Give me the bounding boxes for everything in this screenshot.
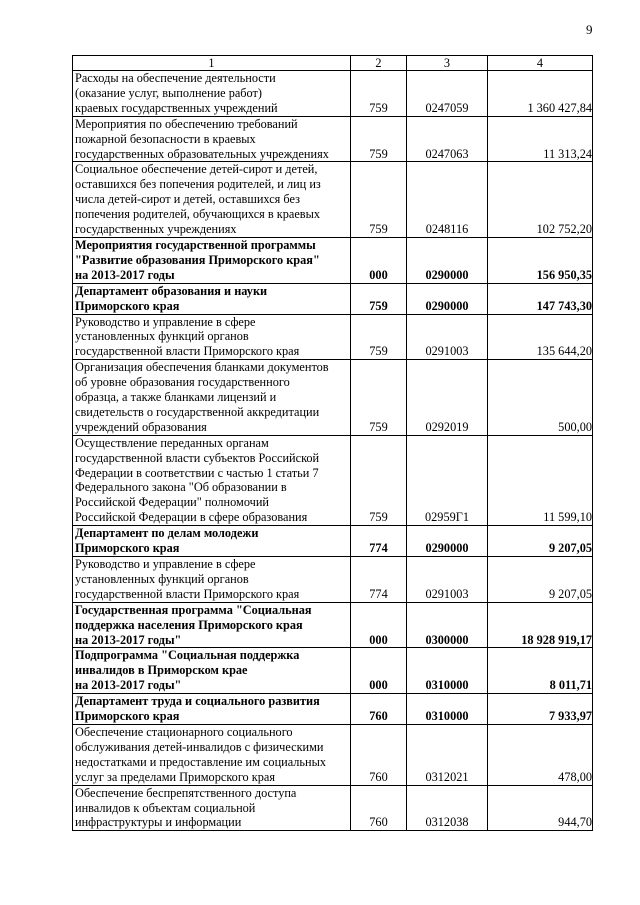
row-department-code-cell: 760 xyxy=(351,785,407,831)
row-name-cell: Организация обеспечения бланками документов об уровне образования государственного образца, а также бланками лицензий и свидетельств о государственной аккредитации учреждений образования xyxy=(73,360,351,436)
row-department-code-cell: 000 xyxy=(351,648,407,694)
row-department-code-cell: 774 xyxy=(351,526,407,557)
table-row xyxy=(73,237,593,283)
column-header-3: 3 xyxy=(407,56,488,71)
row-amount-cell: 135 644,20 xyxy=(488,314,593,360)
table-row xyxy=(73,724,593,785)
row-target-article-cell: 0291003 xyxy=(407,557,488,603)
column-header-1: 1 xyxy=(73,56,351,71)
row-department-code-cell: 000 xyxy=(351,602,407,648)
row-target-article-cell: 0310000 xyxy=(407,694,488,725)
row-department-code-cell: 759 xyxy=(351,162,407,238)
row-department-code-cell: 774 xyxy=(351,557,407,603)
row-department-code-cell: 000 xyxy=(351,237,407,283)
table-row xyxy=(73,602,593,648)
table-row xyxy=(73,694,593,725)
table-row xyxy=(73,648,593,694)
row-target-article-cell: 02959Г1 xyxy=(407,435,488,525)
row-name-cell: Департамент труда и социального развития Приморского края xyxy=(73,694,351,725)
row-name-cell: Департамент образования и науки Приморского края xyxy=(73,283,351,314)
row-name-cell: Социальное обеспечение детей-сирот и детей, оставшихся без попечения родителей, и лиц из числа детей-сирот и детей, оставшихся без попечения родителей, обучающихся в краевых государственных учреждениях xyxy=(73,162,351,238)
row-name-cell: Государственная программа "Социальная поддержка населения Приморского края на 2013-2017 годы" xyxy=(73,602,351,648)
row-amount-cell: 1 360 427,84 xyxy=(488,71,593,117)
header-row xyxy=(73,56,593,71)
row-amount-cell: 9 207,05 xyxy=(488,526,593,557)
row-department-code-cell: 759 xyxy=(351,116,407,162)
row-name-cell: Руководство и управление в сфере установленных функций органов государственной власти Приморского края xyxy=(73,314,351,360)
table-row xyxy=(73,116,593,162)
row-amount-cell: 11 313,24 xyxy=(488,116,593,162)
row-target-article-cell: 0312021 xyxy=(407,724,488,785)
table-row xyxy=(73,314,593,360)
budget-table xyxy=(72,55,593,831)
row-target-article-cell: 0247063 xyxy=(407,116,488,162)
row-department-code-cell: 759 xyxy=(351,435,407,525)
row-name-cell: Расходы на обеспечение деятельности (оказание услуг, выполнение работ) краевых государственных учреждений xyxy=(73,71,351,117)
table-row xyxy=(73,71,593,117)
row-department-code-cell: 760 xyxy=(351,694,407,725)
row-amount-cell: 9 207,05 xyxy=(488,557,593,603)
row-amount-cell: 102 752,20 xyxy=(488,162,593,238)
row-department-code-cell: 759 xyxy=(351,360,407,436)
row-target-article-cell: 0248116 xyxy=(407,162,488,238)
table-row xyxy=(73,526,593,557)
table-row xyxy=(73,557,593,603)
table-body xyxy=(73,71,593,831)
row-department-code-cell: 760 xyxy=(351,724,407,785)
row-name-cell: Мероприятия по обеспечению требований пожарной безопасности в краевых государственных образовательных учреждениях xyxy=(73,116,351,162)
row-amount-cell: 147 743,30 xyxy=(488,283,593,314)
row-department-code-cell: 759 xyxy=(351,283,407,314)
row-target-article-cell: 0290000 xyxy=(407,526,488,557)
row-amount-cell: 156 950,35 xyxy=(488,237,593,283)
row-target-article-cell: 0312038 xyxy=(407,785,488,831)
row-name-cell: Мероприятия государственной программы "Развитие образования Приморского края" на 2013-2017 годы xyxy=(73,237,351,283)
table-row xyxy=(73,162,593,238)
row-target-article-cell: 0300000 xyxy=(407,602,488,648)
table-row xyxy=(73,785,593,831)
row-amount-cell: 7 933,97 xyxy=(488,694,593,725)
row-target-article-cell: 0247059 xyxy=(407,71,488,117)
row-department-code-cell: 759 xyxy=(351,314,407,360)
table-row xyxy=(73,283,593,314)
row-amount-cell: 18 928 919,17 xyxy=(488,602,593,648)
row-target-article-cell: 0290000 xyxy=(407,283,488,314)
row-name-cell: Обеспечение стационарного социального обслуживания детей-инвалидов с физическими недостатками и предоставление им социальных услуг за пределами Приморского края xyxy=(73,724,351,785)
row-amount-cell: 478,00 xyxy=(488,724,593,785)
row-department-code-cell: 759 xyxy=(351,71,407,117)
row-target-article-cell: 0292019 xyxy=(407,360,488,436)
row-name-cell: Руководство и управление в сфере установленных функций органов государственной власти Приморского края xyxy=(73,557,351,603)
row-name-cell: Департамент по делам молодежи Приморского края xyxy=(73,526,351,557)
row-amount-cell: 11 599,10 xyxy=(488,435,593,525)
row-name-cell: Подпрограмма "Социальная поддержка инвалидов в Приморском крае на 2013-2017 годы" xyxy=(73,648,351,694)
row-target-article-cell: 0290000 xyxy=(407,237,488,283)
column-header-4: 4 xyxy=(488,56,593,71)
row-name-cell: Обеспечение беспрепятственного доступа инвалидов к объектам социальной инфраструктуры и информации xyxy=(73,785,351,831)
row-target-article-cell: 0310000 xyxy=(407,648,488,694)
table-row xyxy=(73,435,593,525)
row-amount-cell: 944,70 xyxy=(488,785,593,831)
row-amount-cell: 8 011,71 xyxy=(488,648,593,694)
row-amount-cell: 500,00 xyxy=(488,360,593,436)
table-row xyxy=(73,360,593,436)
row-target-article-cell: 0291003 xyxy=(407,314,488,360)
page-number: 9 xyxy=(586,22,593,37)
row-name-cell: Осуществление переданных органам государственной власти субъектов Российской Федерации в соответствии с частью 1 статьи 7 Федерального закона "Об образовании в Российской Федерации" полномочий Российской Федерации в сфере образования xyxy=(73,435,351,525)
column-header-2: 2 xyxy=(351,56,407,71)
